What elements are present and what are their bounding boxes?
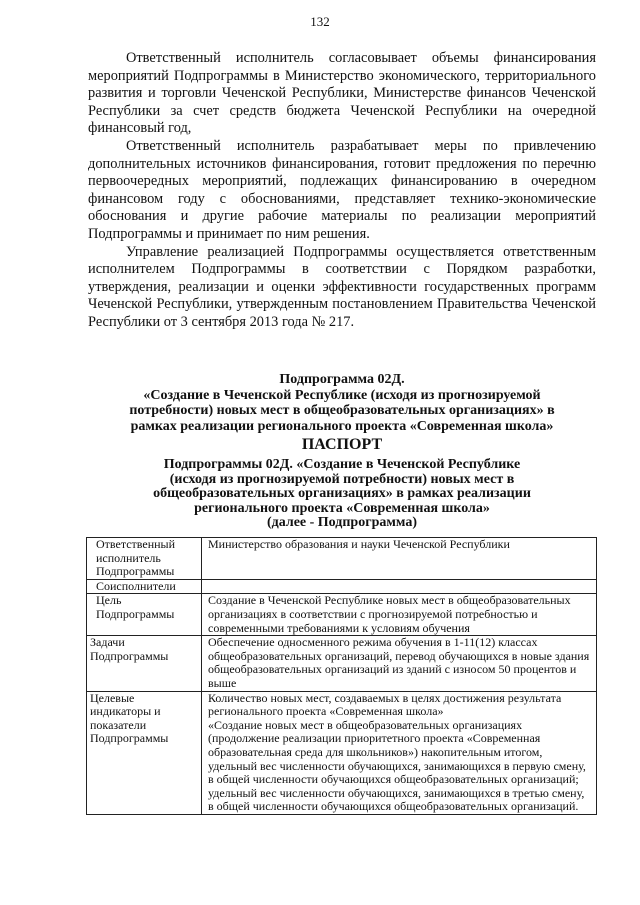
table-row-responsible	[87, 538, 597, 580]
table-cell-value	[202, 594, 597, 636]
label-goal: Цель Подпрограммы	[96, 593, 175, 621]
value-indicator-line: Количество новых мест, создаваемых в целях достижения результата регионального проекта «Современная школа»	[208, 690, 562, 719]
subprogram-heading-line: потребности) новых мест в общеобразовательных организациях» в	[129, 403, 555, 418]
label-responsible: Ответственный исполнитель Подпрограммы	[96, 537, 176, 579]
passport-subtitle-line: общеобразовательных организациях» в рамках реализации	[153, 486, 531, 501]
table-cell-label	[87, 579, 202, 594]
subprogram-heading-line: рамках реализации регионального проекта «Современная школа»	[130, 418, 554, 434]
table-cell-value	[202, 579, 597, 594]
value-goal: Создание в Чеченской Республике новых мест в общеобразовательных организациях в соответствии с прогнозируемой потребностью и современными требованиями к условиям обучения	[208, 593, 571, 635]
passport-table	[86, 537, 597, 815]
table-cell-value	[202, 636, 597, 691]
table-cell-label	[87, 538, 202, 580]
body-text	[88, 50, 596, 332]
table-cell-label	[87, 636, 202, 691]
passport-subtitle-line: (исходя из прогнозируемой потребности) новых мест в	[169, 471, 515, 487]
table-cell-label	[87, 594, 202, 636]
passport-subtitle	[88, 458, 596, 531]
label-indicators: Целевые индикаторы и показатели Подпрограммы	[90, 690, 169, 746]
table-row-coexecutors	[87, 579, 597, 594]
paragraph-funding-approval: Ответственный исполнитель согласовывает объемы финансирования мероприятий Подпрограммы в Министерство экономического, территориального развития и торговли Чеченской Республики, Министерстве финансов Чеченской Республики за счет средств бюджета Чеченской Республики на очередной финансовый год,	[88, 50, 596, 137]
subprogram-heading-line: «Создание в Чеченской Республике (исходя из прогнозируемой	[143, 387, 541, 403]
table-row-indicators	[87, 691, 597, 814]
value-indicator-line: удельный вес численности обучающихся, занимающихся в третью смену, в общей численности обучающихся общеобразовательных организаций.	[208, 785, 585, 814]
label-tasks: Задачи Подпрограммы	[90, 635, 169, 663]
table-cell-value	[202, 691, 597, 814]
passport-title: ПАСПОРТ	[301, 436, 383, 453]
table-cell-label	[87, 691, 202, 814]
subprogram-heading-line: Подпрограмма 02Д.	[279, 372, 405, 387]
value-indicator-line: «Создание новых мест в общеобразовательных организациях (продолжение реализации приоритетного проекта «Современная образовательная среда для школьников») накопительным итогом,	[208, 717, 543, 759]
table-row-goal	[87, 594, 597, 636]
passport-subtitle-line: Подпрограммы 02Д. «Создание в Чеченской Республике	[163, 457, 521, 472]
subprogram-heading	[88, 372, 596, 434]
value-tasks: Обеспечение односменного режима обучения в 1-11(12) классах общеобразовательных организаций, перевод обучающихся в новые здания общеобразовательных организаций из зданий с износом 50 процентов и выше	[208, 635, 590, 690]
label-coexecutors: Соисполнители	[96, 578, 176, 593]
value-indicator-line: удельный вес численности обучающихся, занимающихся в первую смену, в общей численности обучающихся общеобразовательных организаций;	[208, 758, 586, 787]
page-number: 132	[310, 14, 330, 29]
table-row-tasks	[87, 636, 597, 691]
passport-subtitle-line: (далее - Подпрограмма)	[266, 515, 417, 530]
passport-subtitle-line: регионального проекта «Современная школа»	[194, 500, 490, 516]
value-responsible: Министерство образования и науки Чеченской Республики	[208, 537, 510, 551]
paragraph-additional-sources: Ответственный исполнитель разрабатывает меры по привлечению дополнительных источников финансирования, готовит предложения по перечню первоочередных мероприятий, подлежащих финансированию в очередном финансовом году с обоснованиями, представляет технико-экономические обоснования и другие рабочие материалы по реализации мероприятий Подпрограммы и принимает по ним решения.	[88, 137, 596, 242]
table-cell-value	[202, 538, 597, 580]
paragraph-management: Управление реализацией Подпрограммы осуществляется ответственным исполнителем Подпрограммы в соответствии с Порядком разработки, утверждения, реализации и оценки эффективности государственных программ Чеченской Республики, утвержденным постановлением Правительства Чеченской Республики от 3 сентября 2013 года № 217.	[88, 243, 596, 330]
